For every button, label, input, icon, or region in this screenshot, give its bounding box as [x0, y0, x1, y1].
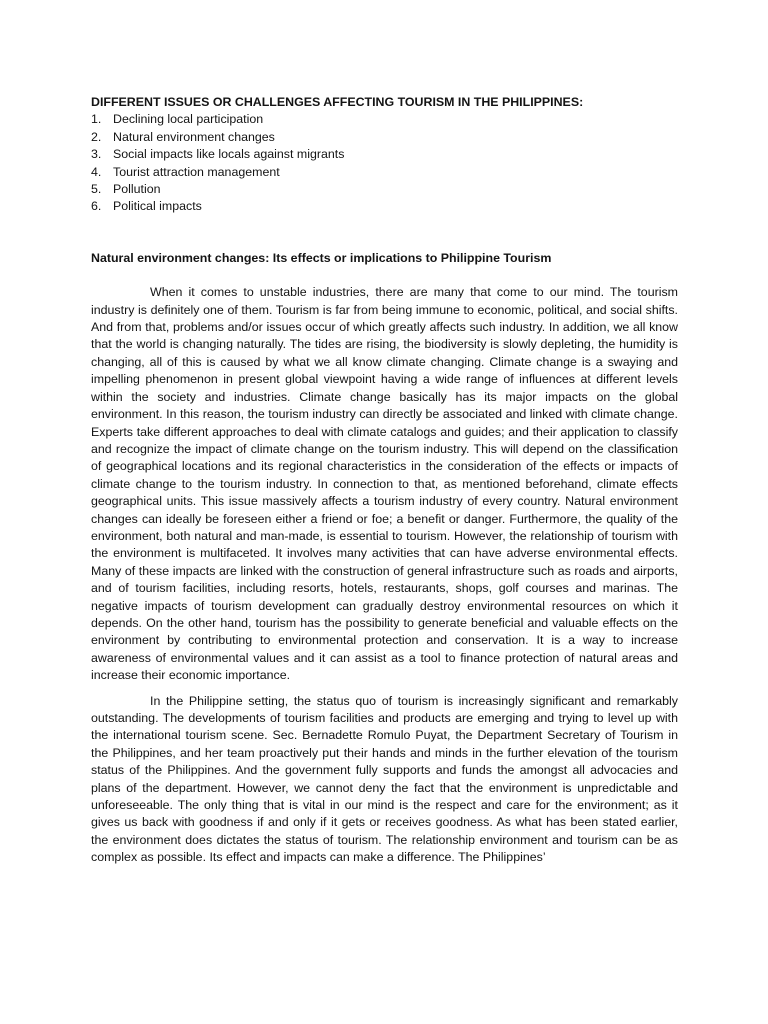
issues-list [91, 111, 678, 215]
list-item-number: 3. [91, 147, 102, 162]
list-item [91, 146, 678, 163]
document-page [91, 94, 678, 867]
list-item-text: Declining local participation [113, 112, 264, 127]
list-item-number: 4. [91, 164, 102, 179]
list-item [91, 111, 678, 128]
list-item-number: 2. [91, 129, 102, 144]
list-item [91, 181, 678, 198]
list-item-text: Political impacts [113, 199, 202, 214]
list-item-number: 5. [91, 182, 102, 197]
body-paragraph: When it comes to unstable industries, there are many that come to our mind. The tourism industry is definitely one of them. Tourism is far from being immune to economic, political, and social shifts. And from that, problems and/or issues occur of which greatly affects such industry. In addition, we all know that the world is changing naturally. The tides are rising, the biodiversity is slowly depleting, the humidity is changing, all of this is caused by what we all know climate changing. Climate change is a swaying and impelling phenomenon in present global viewpoint having a wide range of influences at different levels within the society and industries. Climate change basically has its major impacts on the global environment. In this reason, the tourism industry can directly be associated and linked with climate change. Experts take different approaches to deal with climate catalogs and guides; and their application to classify and recognize the impact of climate change on the tourism industry. This will depend on the classification of geographical locations and its regional characteristics in the consideration of the effects or impacts of climate change to the tourism industry. In connection to that, as mentioned beforehand, climate effects geographical units. This issue massively affects a tourism industry of every country. Natural environment changes can ideally be foreseen either a friend or foe; a benefit or danger. Furthermore, the quality of the environment, both natural and man-made, is essential to tourism. However, the relationship of tourism with the environment is multifaceted. It involves many activities that can have adverse environmental effects. Many of these impacts are linked with the construction of general infrastructure such as roads and airports, and of tourism facilities, including resorts, hotels, restaurants, shops, golf courses and marinas. The negative impacts of tourism development can gradually destroy environmental resources on which it depends. On the other hand, tourism has the possibility to generate beneficial and valuable effects on the environment by contributing to environmental protection and conservation. It is a way to increase awareness of environmental values and it can assist as a tool to finance protection of natural areas and increase their economic importance. [91, 285, 678, 683]
list-item-text: Tourist attraction management [113, 164, 280, 179]
body-paragraph: In the Philippine setting, the status quo of tourism is increasingly significant and remarkably outstanding. The developments of tourism facilities and products are emerging and trying to level up with the international tourism scene. Sec. Bernadette Romulo Puyat, the Department Secretary of Tourism in the Philippines, and her team proactively put their hands and minds in the further elevation of the tourism status of the Philippines. And the government fully supports and funds the amongst all advocacies and plans of the department. However, we cannot deny the fact that the environment is unpredictable and unforeseeable. The only thing that is vital in our mind is the respect and care for the environment; as it gives us back with goodness if and only if it gets or receives goodness. As what has been stated earlier, the environment does dictates the status of tourism. The relationship environment and tourism can be as complex as possible. Its effect and impacts can make a difference. The Philippines’ [91, 693, 678, 865]
list-item-text: Social impacts like locals against migrants [113, 147, 345, 162]
list-item-number: 1. [91, 112, 102, 127]
list-item [91, 129, 678, 146]
list-item-text: Pollution [113, 182, 161, 197]
document-heading: DIFFERENT ISSUES OR CHALLENGES AFFECTING TOURISM IN THE PHILIPPINES: [91, 95, 584, 109]
list-item [91, 164, 678, 181]
list-item [91, 198, 678, 215]
section-heading: Natural environment changes: Its effects or implications to Philippine Tourism [91, 250, 552, 265]
list-item-text: Natural environment changes [113, 129, 275, 144]
list-item-number: 6. [91, 199, 102, 214]
